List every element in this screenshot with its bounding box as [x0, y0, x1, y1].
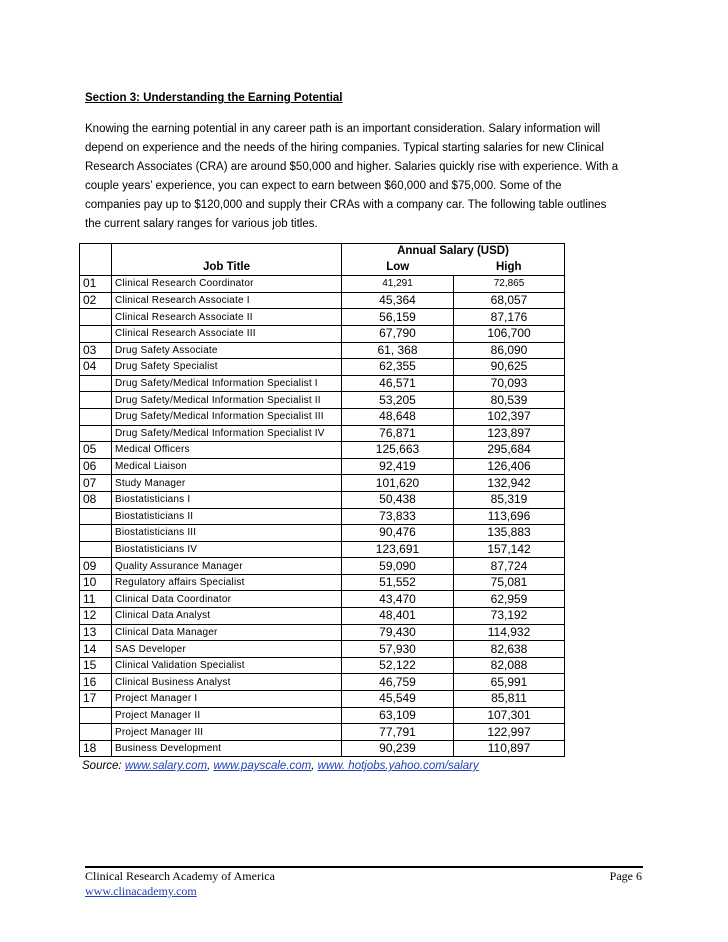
intro-line: Knowing the earning potential in any career path is an important consideration. Salary information will [85, 123, 601, 135]
high-salary-cell: 75,081 [454, 574, 565, 591]
row-number-cell [80, 425, 112, 442]
high-salary-cell: 126,406 [454, 458, 565, 475]
table-row [80, 276, 565, 293]
table-row [80, 624, 565, 641]
table-row [80, 707, 565, 724]
row-number-cell: 16 [80, 674, 112, 691]
row-number-cell [80, 525, 112, 542]
row-number-cell: 17 [80, 691, 112, 708]
table-row [80, 724, 565, 741]
row-number-cell: 07 [80, 475, 112, 492]
low-salary-cell: 67,790 [342, 325, 454, 342]
table-row [80, 475, 565, 492]
intro-line: companies pay up to $120,000 and supply their CRAs with a company car. The following table outlines [85, 199, 607, 211]
row-number-cell: 01 [80, 276, 112, 293]
intro-line: depend on experience and the needs of the hiring companies. Typical starting salaries for new Clinical [85, 142, 604, 154]
high-salary-cell: 157,142 [454, 541, 565, 558]
low-salary-cell: 45,364 [342, 292, 454, 309]
job-title-cell: Biostatisticians I [112, 491, 342, 508]
row-number-cell: 12 [80, 608, 112, 625]
table-row [80, 392, 565, 409]
intro-line: Research Associates (CRA) are around $50,000 and higher. Salaries quickly rise with experience. With a [85, 161, 619, 173]
low-salary-cell: 125,663 [342, 442, 454, 459]
table-row [80, 674, 565, 691]
row-number-cell: 11 [80, 591, 112, 608]
row-number-cell [80, 707, 112, 724]
high-salary-cell: 80,539 [454, 392, 565, 409]
row-number-cell [80, 408, 112, 425]
job-title-cell: Regulatory affairs Specialist [112, 574, 342, 591]
low-salary-cell: 56,159 [342, 309, 454, 326]
low-salary-cell: 62,355 [342, 359, 454, 376]
table-row [80, 591, 565, 608]
low-salary-cell: 48,648 [342, 408, 454, 425]
high-salary-cell: 123,897 [454, 425, 565, 442]
low-salary-cell: 77,791 [342, 724, 454, 741]
table-row [80, 691, 565, 708]
row-number-cell [80, 508, 112, 525]
row-number-cell: 02 [80, 292, 112, 309]
job-title-cell: Quality Assurance Manager [112, 558, 342, 575]
low-salary-cell: 90,476 [342, 525, 454, 542]
row-number-cell: 08 [80, 491, 112, 508]
source-link-hotjobs[interactable]: www. hotjobs.yahoo.com/salary [317, 760, 479, 772]
job-title-cell: Clinical Validation Specialist [112, 657, 342, 674]
table-row [80, 574, 565, 591]
job-title-cell: Clinical Data Manager [112, 624, 342, 641]
high-salary-cell: 68,057 [454, 292, 565, 309]
low-salary-cell: 90,239 [342, 740, 454, 757]
source-link-payscale[interactable]: www.payscale.com [213, 760, 312, 772]
table-row [80, 525, 565, 542]
high-salary-cell: 102,397 [454, 408, 565, 425]
row-number-cell: 10 [80, 574, 112, 591]
low-salary-cell: 92,419 [342, 458, 454, 475]
job-title-cell: Project Manager III [112, 724, 342, 741]
job-title-cell: Clinical Research Associate I [112, 292, 342, 309]
source-line [82, 760, 479, 772]
low-salary-cell: 123,691 [342, 541, 454, 558]
high-salary-cell: 82,088 [454, 657, 565, 674]
high-salary-cell: 73,192 [454, 608, 565, 625]
high-salary-cell: 114,932 [454, 624, 565, 641]
row-number-cell: 13 [80, 624, 112, 641]
low-salary-cell: 52,122 [342, 657, 454, 674]
footer-page-number: Page 6 [609, 869, 642, 883]
row-number-cell: 05 [80, 442, 112, 459]
row-number-cell: 06 [80, 458, 112, 475]
low-salary-cell: 59,090 [342, 558, 454, 575]
row-number-cell [80, 325, 112, 342]
high-salary-cell: 70,093 [454, 375, 565, 392]
header-num-cell [80, 244, 112, 276]
job-title-cell: Clinical Research Coordinator [112, 276, 342, 293]
low-salary-cell: 53,205 [342, 392, 454, 409]
job-title-cell: Medical Liaison [112, 458, 342, 475]
table-row [80, 740, 565, 757]
job-title-cell: Drug Safety/Medical Information Specialist III [112, 408, 342, 425]
job-title-cell: Drug Safety Associate [112, 342, 342, 359]
row-number-cell: 04 [80, 359, 112, 376]
low-salary-cell: 45,549 [342, 691, 454, 708]
row-number-cell: 09 [80, 558, 112, 575]
row-number-cell [80, 541, 112, 558]
low-salary-cell: 57,930 [342, 641, 454, 658]
footer-divider [85, 866, 643, 868]
high-salary-cell: 85,319 [454, 491, 565, 508]
job-title-cell: Clinical Research Associate II [112, 309, 342, 326]
low-salary-cell: 63,109 [342, 707, 454, 724]
table-row [80, 657, 565, 674]
low-salary-cell: 79,430 [342, 624, 454, 641]
table-row [80, 292, 565, 309]
job-title-cell: Clinical Data Analyst [112, 608, 342, 625]
table-row [80, 375, 565, 392]
high-salary-cell: 87,176 [454, 309, 565, 326]
high-salary-cell: 295,684 [454, 442, 565, 459]
job-title-cell: Clinical Data Coordinator [112, 591, 342, 608]
low-salary-cell: 61, 368 [342, 342, 454, 359]
high-salary-cell: 85,811 [454, 691, 565, 708]
table-row [80, 558, 565, 575]
annual-salary-header: Annual Salary (USD) [342, 244, 565, 260]
job-title-cell: Project Manager II [112, 707, 342, 724]
high-salary-cell: 90,625 [454, 359, 565, 376]
row-number-cell [80, 392, 112, 409]
source-separator: , [311, 760, 318, 772]
high-salary-cell: 135,883 [454, 525, 565, 542]
high-salary-cell: 106,700 [454, 325, 565, 342]
job-title-cell: Study Manager [112, 475, 342, 492]
table-row [80, 608, 565, 625]
low-salary-cell: 46,571 [342, 375, 454, 392]
low-salary-cell: 101,620 [342, 475, 454, 492]
job-title-header: Job Title [112, 244, 342, 276]
job-title-cell: SAS Developer [112, 641, 342, 658]
job-title-cell: Medical Officers [112, 442, 342, 459]
intro-paragraph [85, 120, 655, 234]
job-title-cell: Clinical Research Associate III [112, 325, 342, 342]
job-title-cell: Business Development [112, 740, 342, 757]
job-title-cell: Clinical Business Analyst [112, 674, 342, 691]
table-row [80, 641, 565, 658]
low-salary-cell: 41,291 [342, 276, 454, 293]
footer-website-link[interactable]: www.clinacademy.com [85, 884, 197, 898]
job-title-cell: Biostatisticians III [112, 525, 342, 542]
low-salary-cell: 48,401 [342, 608, 454, 625]
table-row [80, 491, 565, 508]
table-header-row [80, 244, 565, 260]
table-row [80, 359, 565, 376]
high-salary-cell: 87,724 [454, 558, 565, 575]
table-row [80, 458, 565, 475]
job-title-cell: Drug Safety/Medical Information Specialist IV [112, 425, 342, 442]
intro-line: couple years’ experience, you can expect to earn between $60,000 and $75,000. Some of the [85, 180, 562, 192]
salary-table [79, 243, 565, 757]
high-salary-cell: 82,638 [454, 641, 565, 658]
job-title-cell: Drug Safety/Medical Information Specialist I [112, 375, 342, 392]
table-row [80, 309, 565, 326]
table-row [80, 508, 565, 525]
section-heading: Section 3: Understanding the Earning Potential [85, 92, 343, 104]
row-number-cell: 18 [80, 740, 112, 757]
table-row [80, 541, 565, 558]
footer-organization: Clinical Research Academy of America [85, 869, 275, 883]
source-label: Source: [82, 760, 122, 772]
intro-line: the current salary ranges for various job titles. [85, 218, 318, 230]
row-number-cell [80, 375, 112, 392]
high-salary-cell: 122,997 [454, 724, 565, 741]
high-salary-cell: 107,301 [454, 707, 565, 724]
table-row [80, 442, 565, 459]
table-row [80, 342, 565, 359]
low-salary-cell: 50,438 [342, 491, 454, 508]
high-salary-cell: 62,959 [454, 591, 565, 608]
job-title-cell: Biostatisticians II [112, 508, 342, 525]
low-salary-cell: 76,871 [342, 425, 454, 442]
row-number-cell: 03 [80, 342, 112, 359]
row-number-cell: 15 [80, 657, 112, 674]
source-link-salary[interactable]: www.salary.com [124, 760, 208, 772]
job-title-cell: Project Manager I [112, 691, 342, 708]
table-row [80, 425, 565, 442]
row-number-cell [80, 309, 112, 326]
job-title-cell: Biostatisticians IV [112, 541, 342, 558]
high-salary-cell: 86,090 [454, 342, 565, 359]
row-number-cell: 14 [80, 641, 112, 658]
table-row [80, 408, 565, 425]
high-salary-cell: 65,991 [454, 674, 565, 691]
high-salary-cell: 72,865 [454, 276, 565, 293]
source-separator: , [207, 760, 214, 772]
high-header: High [454, 260, 565, 276]
low-salary-cell: 43,470 [342, 591, 454, 608]
low-salary-cell: 46,759 [342, 674, 454, 691]
low-header: Low [342, 260, 454, 276]
high-salary-cell: 110,897 [454, 740, 565, 757]
low-salary-cell: 73,833 [342, 508, 454, 525]
table-row [80, 325, 565, 342]
job-title-cell: Drug Safety/Medical Information Specialist II [112, 392, 342, 409]
job-title-cell: Drug Safety Specialist [112, 359, 342, 376]
high-salary-cell: 113,696 [454, 508, 565, 525]
row-number-cell [80, 724, 112, 741]
high-salary-cell: 132,942 [454, 475, 565, 492]
low-salary-cell: 51,552 [342, 574, 454, 591]
